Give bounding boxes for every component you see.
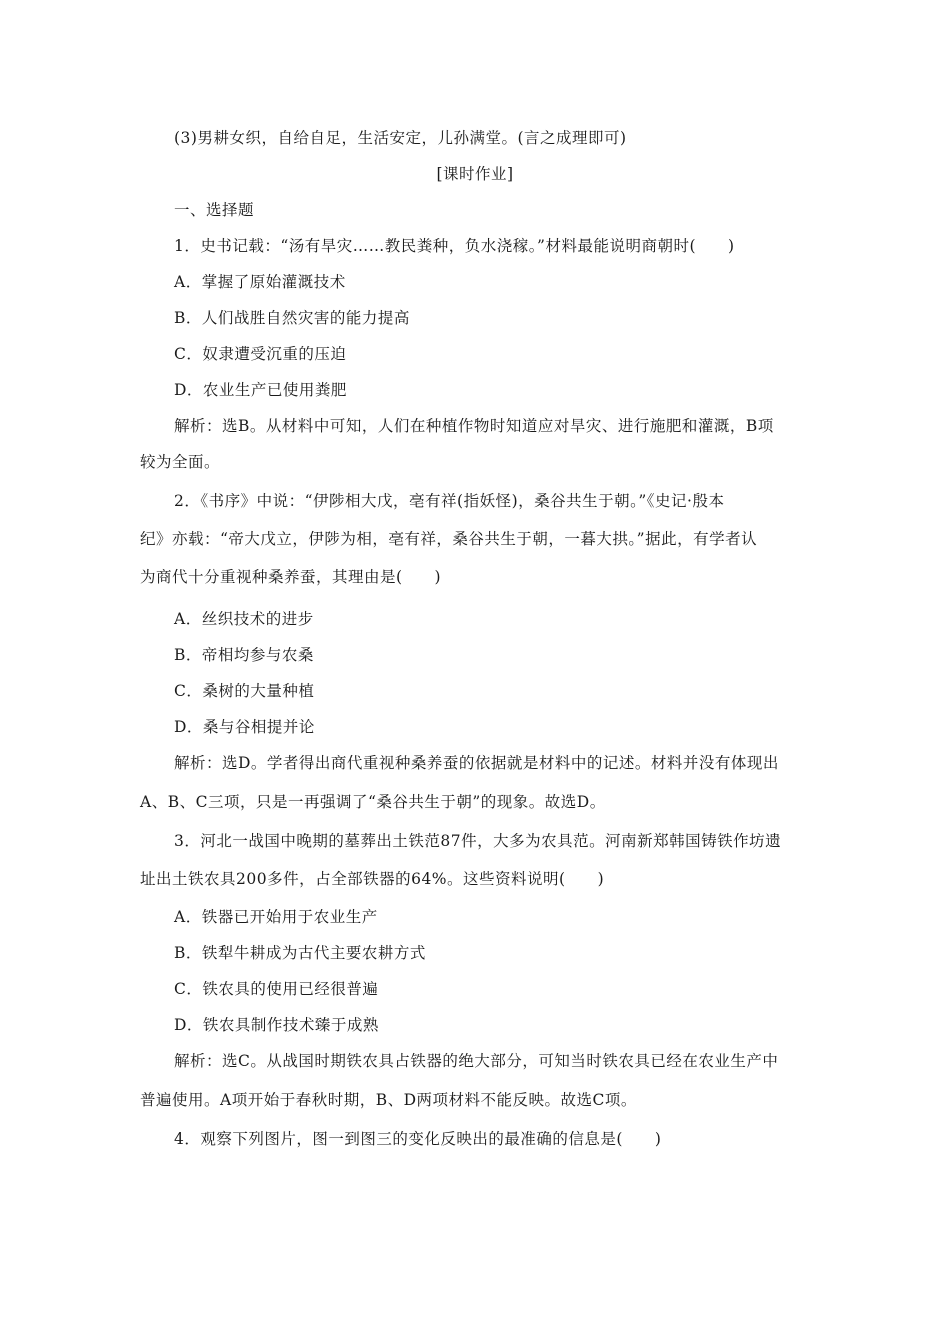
question-2-stem-line-3: 为商代十分重视种桑养蚕，其理由是( ) <box>140 568 442 586</box>
question-2-option-b: B．帝相均参与农桑 <box>174 646 314 664</box>
question-2-stem-line-1: 2．《书序》中说：“伊陟相大戊，亳有祥(指妖怪)，桑谷共生于朝。”《史记·殷本 <box>174 492 725 510</box>
question-2-analysis-line-1: 解析：选D。学者得出商代重视种桑养蚕的依据就是材料中的记述。材料并没有体现出 <box>174 754 779 772</box>
question-1-option-d: D．农业生产已使用粪肥 <box>174 381 347 399</box>
section-title: [课时作业] <box>436 165 514 183</box>
question-3-stem-line-1: 3．河北一战国中晚期的墓葬出土铁范87件，大多为农具范。河南新郑韩国铸铁作坊遗 <box>174 832 782 850</box>
question-2-option-c: C．桑树的大量种植 <box>174 682 315 700</box>
question-4-stem: 4．观察下列图片，图一到图三的变化反映出的最准确的信息是( ) <box>174 1130 662 1148</box>
question-1-option-a: A．掌握了原始灌溉技术 <box>174 273 346 291</box>
question-2-option-d: D．桑与谷相提并论 <box>174 718 315 736</box>
question-1-analysis-line-2: 较为全面。 <box>140 453 221 471</box>
question-2-analysis-line-2: A、B、C三项，只是一再强调了“桑谷共生于朝”的现象。故选D。 <box>140 793 606 811</box>
question-3-analysis-line-1: 解析：选C。从战国时期铁农具占铁器的绝大部分，可知当时铁农具已经在农业生产中 <box>174 1052 779 1070</box>
question-2-stem-line-2: 纪》亦载：“帝大戊立，伊陟为相，亳有祥，桑谷共生于朝，一暮大拱。”据此，有学者认 <box>140 530 758 548</box>
question-3-option-b: B．铁犁牛耕成为古代主要农耕方式 <box>174 944 426 962</box>
intro-answer: (3)男耕女织，自给自足，生活安定，儿孙满堂。(言之成理即可) <box>174 129 627 147</box>
question-3-stem-line-2: 址出土铁农具200多件，占全部铁器的64%。这些资料说明( ) <box>140 870 605 888</box>
question-1-analysis-line-1: 解析：选B。从材料中可知，人们在种植作物时知道应对旱灾、进行施肥和灌溉，B项 <box>174 417 774 435</box>
question-3-option-d: D．铁农具制作技术臻于成熟 <box>174 1016 379 1034</box>
question-1-option-c: C．奴隶遭受沉重的压迫 <box>174 345 347 363</box>
question-3-option-c: C．铁农具的使用已经很普遍 <box>174 980 379 998</box>
part-heading: 一、选择题 <box>174 201 255 219</box>
question-1-option-b: B．人们战胜自然灾害的能力提高 <box>174 309 410 327</box>
question-3-option-a: A．铁器已开始用于农业生产 <box>174 908 378 926</box>
question-1-stem: 1．史书记载：“汤有旱灾……教民粪种，负水浇稼。”材料最能说明商朝时( ) <box>174 237 735 255</box>
question-2-option-a: A．丝织技术的进步 <box>174 610 314 628</box>
question-3-analysis-line-2: 普遍使用。A项开始于春秋时期，B、D两项材料不能反映。故选C项。 <box>140 1091 637 1109</box>
